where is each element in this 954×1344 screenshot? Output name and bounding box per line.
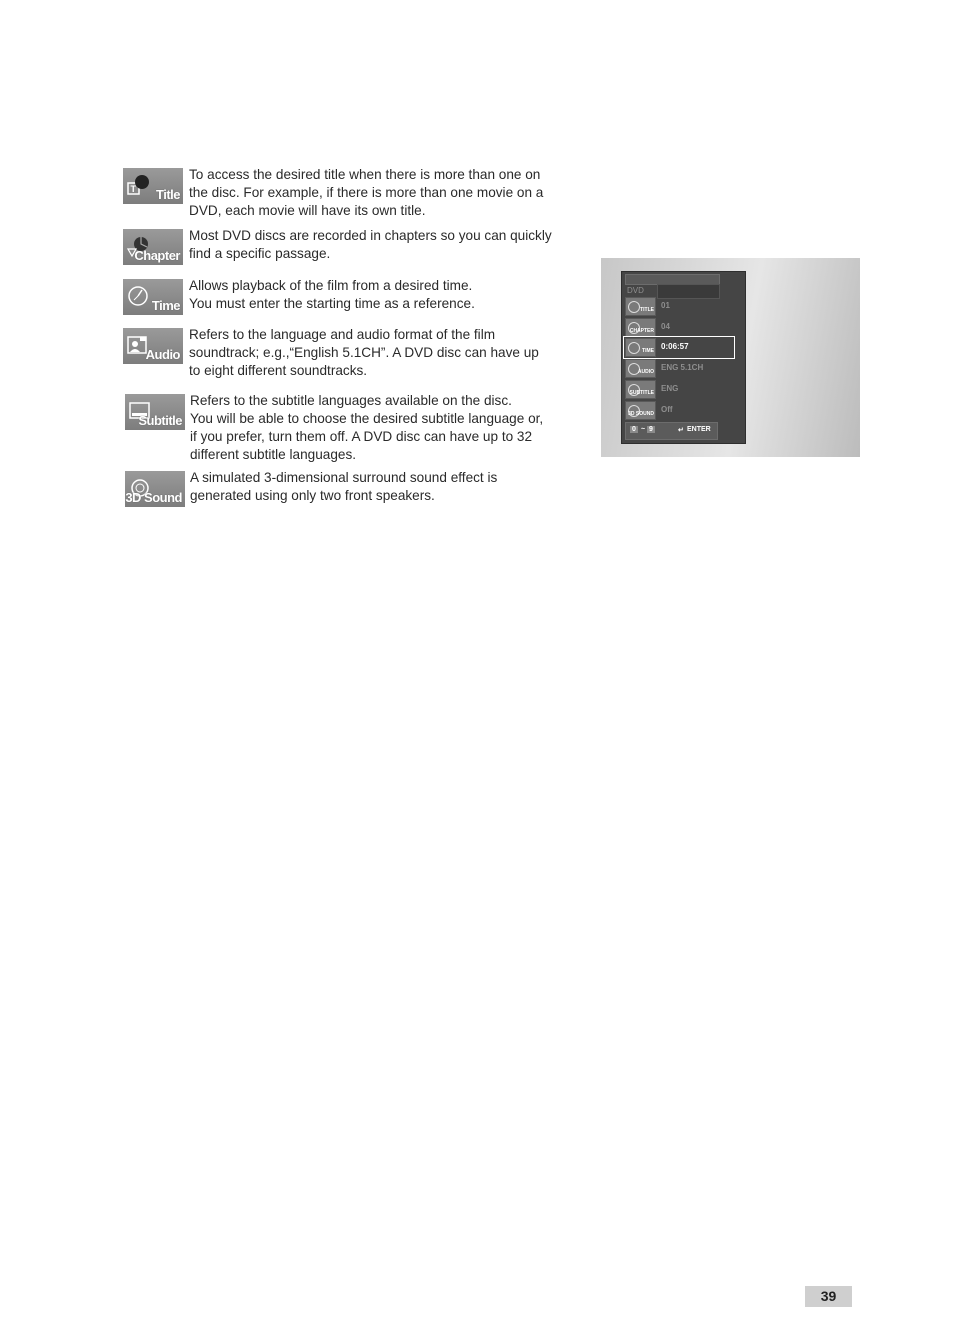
svg-text:T: T — [130, 184, 136, 194]
title-badge: T Title — [123, 168, 183, 204]
osd-3d-sound-icon: 3D SOUND — [625, 401, 656, 420]
osd-key-9: 9 — [649, 426, 653, 433]
osd-screenshot — [601, 258, 860, 457]
osd-enter-label: ENTER — [687, 426, 711, 433]
osd-subtitle-icon: SUBTITLE — [625, 380, 656, 399]
osd-key-0: 0 — [632, 426, 636, 433]
osd-row-subtitle[interactable]: SUBTITLE ENG — [625, 380, 733, 399]
subtitle-badge: Subtitle — [125, 394, 185, 430]
osd-audio-icon: AUDIO — [625, 359, 656, 378]
osd-row-title[interactable]: TITLE 01 — [625, 297, 733, 316]
osd-title-icon: TITLE — [625, 297, 656, 316]
page-number: 39 — [805, 1286, 852, 1307]
audio-description: Refers to the language and audio format of the film soundtrack; e.g.,“English 5.1CH”. A DVD disc can have up to eight different soundtracks. — [189, 327, 539, 378]
time-description: Allows playback of the film from a desired time. You must enter the starting time as a reference. — [189, 278, 475, 311]
osd-row-3d-sound[interactable]: 3D SOUND Off — [625, 401, 733, 420]
audio-badge: Audio — [123, 328, 183, 364]
osd-bottom-bar: 0 ~ 9 ↵ ENTER — [625, 422, 718, 440]
enter-icon: ↵ — [678, 427, 684, 434]
3d-sound-description: A simulated 3-dimensional surround sound effect is generated using only two front speakers. — [190, 470, 498, 503]
title-icon — [127, 174, 149, 196]
subtitle-description: Refers to the subtitle languages available on the disc. You will be able to choose the desired subtitle language or, if you prefer, turn them off. A DVD disc can have up to 32 different subtitle languages. — [190, 393, 544, 462]
chapter-description: Most DVD discs are recorded in chapters so you can quickly find a specific passage. — [189, 228, 552, 261]
time-badge: Time — [123, 279, 183, 315]
title-description: To access the desired title when there is more than one on the disc. For example, if there is more than one movie on a DVD, each movie will have its own title. — [189, 167, 544, 218]
osd-display-panel — [621, 271, 746, 444]
osd-time-icon: TIME — [625, 338, 656, 357]
clock-icon — [127, 285, 149, 307]
osd-row-chapter[interactable]: CHAPTER 04 — [625, 318, 733, 337]
chapter-badge: Chapter — [123, 229, 183, 265]
osd-chapter-icon: CHAPTER — [625, 318, 656, 337]
osd-row-time[interactable]: TIME 0:06:57 — [625, 338, 733, 357]
3d-sound-badge: 3D Sound — [125, 471, 185, 507]
osd-row-audio[interactable]: AUDIO ENG 5.1CH — [625, 359, 733, 378]
osd-source-label: DVD — [627, 286, 644, 295]
